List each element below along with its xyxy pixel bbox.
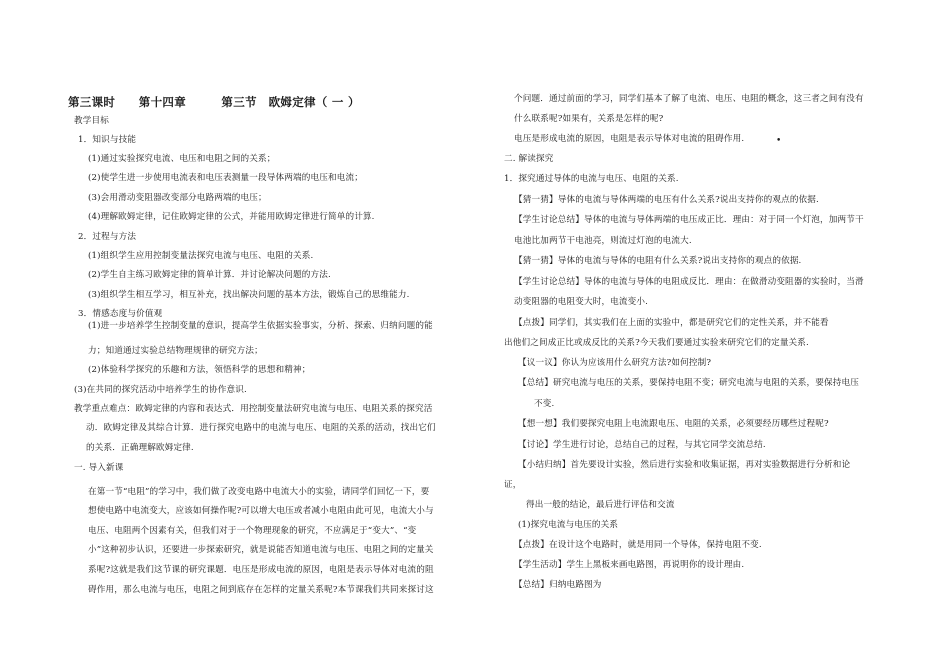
left-text-line: 3．情感态度与价值观 bbox=[78, 309, 163, 319]
left-text-line: 在第一节“电阻”的学习中，我们做了改变电路中电流大小的实验，请同学们回忆一下，要 bbox=[88, 487, 430, 497]
left-text-line: (1)通过实验探究电流、电压和电阻之间的关系； bbox=[88, 154, 276, 164]
left-text-line: 系呢?这就是我们这节课的研究课题．电压是形成电流的原因，电阻是表示导体对电流的阻 bbox=[88, 565, 434, 575]
left-text-line: (4)理解欧姆定律，记住欧姆定律的公式，并能用欧姆定律进行简单的计算. bbox=[88, 212, 375, 222]
left-text-line: 电压、电阻两个因素有关，但我们对于一个物理现象的研究，不应满足于“变大”、“变 bbox=[88, 526, 417, 536]
right-text-line: 不变. bbox=[534, 399, 555, 409]
right-text-line: 得出一般的结论，最后进行评估和交流 bbox=[526, 500, 675, 510]
left-text-line: 力；知道通过实验总结物理规律的研究方法； bbox=[88, 346, 263, 356]
right-text-line: 动变阻器的电阻变大时，电流变小. bbox=[514, 297, 649, 307]
right-text-line: 【学生讨论总结】导体的电流与导体两端的电压成正比．理由：对于同一个灯泡，加两节干 bbox=[514, 215, 864, 225]
left-text-line: (2)学生自主练习欧姆定律的简单计算．并讨论解决问题的方法. bbox=[88, 270, 331, 280]
left-text-line: 动．欧姆定律及其综合计算．进行探究电路中的电流与电压、电阻的关系的活动，找出它们 bbox=[86, 423, 436, 433]
left-text-line: 2．过程与方法 bbox=[78, 232, 137, 242]
right-text-line: 【学生活动】学生上黑板来画电路图，再说明你的设计理由. bbox=[514, 560, 745, 570]
left-text-line: 的关系．正确理解欧姆定律. bbox=[86, 443, 194, 453]
left-text-line: (3)在共同的探究活动中培养学生的协作意识. bbox=[74, 385, 247, 395]
stray-dot: • bbox=[776, 136, 782, 146]
left-text-line: 小”这种初步认识，还要进一步探索研究，就是说能否知道电流与电压、电阻之间的定量关 bbox=[88, 545, 434, 555]
left-text-line: 教学目标 bbox=[74, 116, 109, 126]
right-text-line: (1)探究电流与电压的关系 bbox=[518, 520, 619, 530]
left-text-line: (2)体验科学探究的乐趣和方法，领悟科学的思想和精神； bbox=[88, 365, 311, 375]
left-text-line: 教学重点难点：欧姆定律的内容和表达式．用控制变量法研究电流与电压、电阻关系的探究活 bbox=[74, 404, 433, 414]
right-text-line: 【猜一猜】导体的电流与导体的电阻有什么关系?说出支持你的观点的依据. bbox=[514, 256, 802, 266]
left-text-line: 碍作用，那么电流与电压，电阻之间到底存在怎样的定量关系呢?本节课我们共同来探讨这 bbox=[88, 585, 434, 595]
right-text-line: 出他们之间成正比或成反比的关系?今天我们要通过实验来研究它们的定量关系. bbox=[504, 338, 809, 348]
left-text-line: (1)进一步培养学生控制变量的意识，提高学生依据实验事实，分析、探索、归纳问题的能 bbox=[88, 321, 433, 331]
right-text-line: 二. 解读探究 bbox=[504, 154, 554, 164]
left-text-line: (1)组织学生应用控制变量法探究电流与电压、电阻的关系. bbox=[88, 251, 314, 261]
right-text-line: 【猜一猜】导体的电流与导体两端的电压有什么关系?说出支持你的观点的依据. bbox=[514, 195, 819, 205]
right-text-line: 【议一议】你认为应该用什么研究方法?如何控制? bbox=[518, 358, 712, 368]
right-text-line: 【想一想】我们要探究电阻上电流跟电压、电阻的关系，必须要经历哪些过程呢? bbox=[518, 419, 829, 429]
right-text-line: 【学生讨论总结】导体的电流与导体的电阻成反比．理由：在做滑动变阻器的实验时，当滑 bbox=[514, 277, 864, 287]
left-text-line: (3)会用滑动变阻器改变部分电路两端的电压； bbox=[88, 193, 267, 203]
right-text-line: 【总结】归纳电路图为 bbox=[514, 580, 602, 590]
left-text-line: (3)组织学生相互学习，相互补充，找出解决问题的基本方法，锻炼自己的思维能力. bbox=[88, 290, 410, 300]
left-text-line: 想使电路中电流变大，应该如何操作呢?可以增大电压或者减小电阻由此可见，电流大小与 bbox=[88, 506, 434, 516]
right-text-line: 电池比加两节干电池亮，则流过灯泡的电流大. bbox=[514, 236, 692, 246]
left-text-line: (2)使学生进一步使用电流表和电压表测量一段导体两端的电压和电流； bbox=[88, 173, 363, 183]
right-text-line: 个问题．通过前面的学习，同学们基本了解了电流、电压、电阻的概念，这三者之间有没有 bbox=[514, 94, 864, 104]
left-text-line: 1．知识与技能 bbox=[78, 135, 137, 145]
right-text-line: 证， bbox=[504, 480, 522, 490]
lesson-title: 第三课时 第十四章 第三节 欧姆定律（ 一 ） bbox=[68, 95, 360, 109]
right-text-line: 什么联系呢?如果有，关系是怎样的呢? bbox=[514, 114, 664, 124]
left-text-line: 一. 导入新课 bbox=[74, 463, 124, 473]
right-text-line: 【小结归纳】首先要设计实验，然后进行实验和收集证据，再对实验数据进行分析和论 bbox=[518, 460, 851, 470]
right-text-line: 1．探究通过导体的电流与电压、电阻的关系. bbox=[504, 174, 679, 184]
right-text-line: 电压是形成电流的原因，电阻是表示导体对电流的阻碍作用. bbox=[514, 134, 745, 144]
right-text-line: 【总结】研究电流与电压的关系，要保持电阻不变；研究电流与电阻的关系，要保持电压 bbox=[518, 378, 860, 388]
right-text-line: 【点拨】同学们，其实我们在上面的实验中，都是研究它们的定性关系，并不能看 bbox=[514, 318, 829, 328]
right-text-line: 【点拨】在设计这个电路时，就是用同一个导体，保持电阻不变. bbox=[514, 540, 762, 550]
right-text-line: 【讨论】学生进行讨论，总结自己的过程，与其它同学交流总结. bbox=[518, 440, 766, 450]
